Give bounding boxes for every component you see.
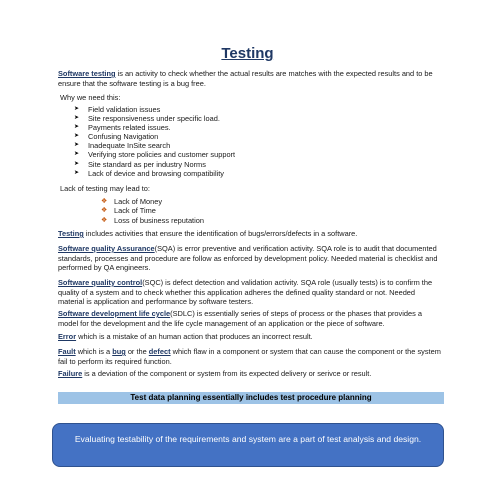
list-item	[101, 216, 204, 225]
arrow-bullet-icon: ➤	[74, 124, 80, 131]
list-item-text: Confusing Navigation	[88, 132, 159, 142]
list-item-text: Site responsiveness under specific load.	[88, 114, 220, 124]
arrow-bullet-icon: ➤	[74, 160, 80, 167]
diamond-bullet-icon: ❖	[101, 198, 108, 205]
sdlc-paragraph	[58, 309, 442, 328]
error-term: Error	[58, 332, 77, 341]
arrow-bullet-icon: ➤	[74, 133, 80, 140]
testing-paragraph	[58, 229, 442, 239]
list-item	[74, 141, 235, 150]
sqc-paragraph	[58, 278, 442, 307]
list-item-text: Lack of Money	[114, 197, 163, 206]
list-item-text: Site standard as per industry Norms	[88, 159, 206, 169]
intro-paragraph	[58, 69, 442, 88]
arrow-bullet-icon: ➤	[74, 169, 80, 176]
diamond-bullet-icon: ❖	[101, 216, 108, 224]
list-item	[101, 206, 204, 215]
fault-term: Fault	[58, 347, 76, 356]
defect-term: defect	[148, 347, 171, 356]
list-item	[74, 150, 235, 159]
fault-text-1: which is a	[75, 347, 113, 356]
testability-callout: Evaluating testability of the requirements and system are a part of test analysis and design.	[52, 423, 444, 467]
arrow-bullet-icon: ➤	[74, 115, 80, 122]
failure-term: Failure	[58, 369, 83, 378]
arrow-bullet-icon: ➤	[74, 142, 80, 149]
list-item	[74, 123, 235, 132]
software-testing-term: Software testing	[58, 69, 116, 78]
error-paragraph	[58, 332, 442, 342]
arrow-bullet-icon: ➤	[74, 151, 80, 158]
list-item	[74, 169, 235, 178]
list-item	[74, 105, 235, 114]
error-text: which is a mistake of an human action that produces an incorrect result.	[76, 332, 313, 341]
fault-text-2: or the	[125, 347, 149, 356]
list-item	[74, 114, 235, 123]
intro-text: is an activity to check whether the actual results are matches with the expected results and to be ensure that the software testing is a bug free.	[58, 69, 433, 88]
why-label: Why we need this:	[60, 93, 121, 102]
sqc-term: Software quality control	[58, 278, 143, 287]
test-data-banner: Test data planning essentially includes test procedure planning	[58, 392, 444, 404]
failure-text: is a deviation of the component or system from its expected delivery or serivce or result.	[82, 369, 372, 378]
list-item	[101, 197, 204, 206]
list-item	[74, 132, 235, 141]
fault-text-3: which flaw in a component or system that can cause the component or the system fail to perform its required function.	[58, 347, 441, 366]
list-item-text: Lack of Time	[114, 206, 156, 216]
bug-term: bug	[112, 347, 126, 356]
page-title: Testing	[221, 45, 274, 62]
testing-term: Testing	[58, 229, 84, 238]
sdlc-term: Software development life cycle	[58, 309, 171, 318]
testing-text: includes activities that ensure the identification of bugs/errors/defects in a software.	[83, 229, 358, 238]
list-item-text: Verifying store policies and customer support	[88, 150, 236, 160]
diamond-bullet-icon: ❖	[101, 207, 108, 215]
list-item-text: Field validation issues	[88, 105, 161, 114]
list-item-text: Inadequate InSite search	[88, 141, 171, 151]
list-item-text: Payments related issues.	[88, 123, 171, 133]
sqc-text: (SQC) is defect detection and validation activity. SQA role (usually tests) is to confirm the quality of a system and to check whether this application adheres the defined quality standard or not. Needed material is application and performance by software testers.	[58, 278, 433, 306]
lack-label: Lack of testing may lead to:	[60, 184, 150, 193]
list-item-text: Loss of business reputation	[114, 215, 204, 225]
fault-paragraph	[58, 347, 442, 366]
failure-paragraph	[58, 369, 442, 379]
arrow-bullet-icon: ➤	[74, 106, 80, 112]
sqa-paragraph	[58, 244, 442, 273]
sqa-text: (SQA) is error preventive and verification activity. SQA role is to audit that documented standards, processes and procedure are follow as enforced by development policy. Needed material is checklist and performed by QA engineers.	[58, 244, 438, 272]
list-item	[74, 160, 235, 169]
why-list	[74, 105, 235, 178]
sqa-term: Software quality Assurance	[58, 244, 155, 253]
sdlc-text: (SDLC) is essentially series of steps of process or the phases that provides a model for the development and the life cycle management of an application or the piece of software.	[58, 309, 422, 328]
list-item-text: Lack of device and browsing compatibility	[88, 168, 224, 178]
lack-list	[101, 197, 204, 225]
